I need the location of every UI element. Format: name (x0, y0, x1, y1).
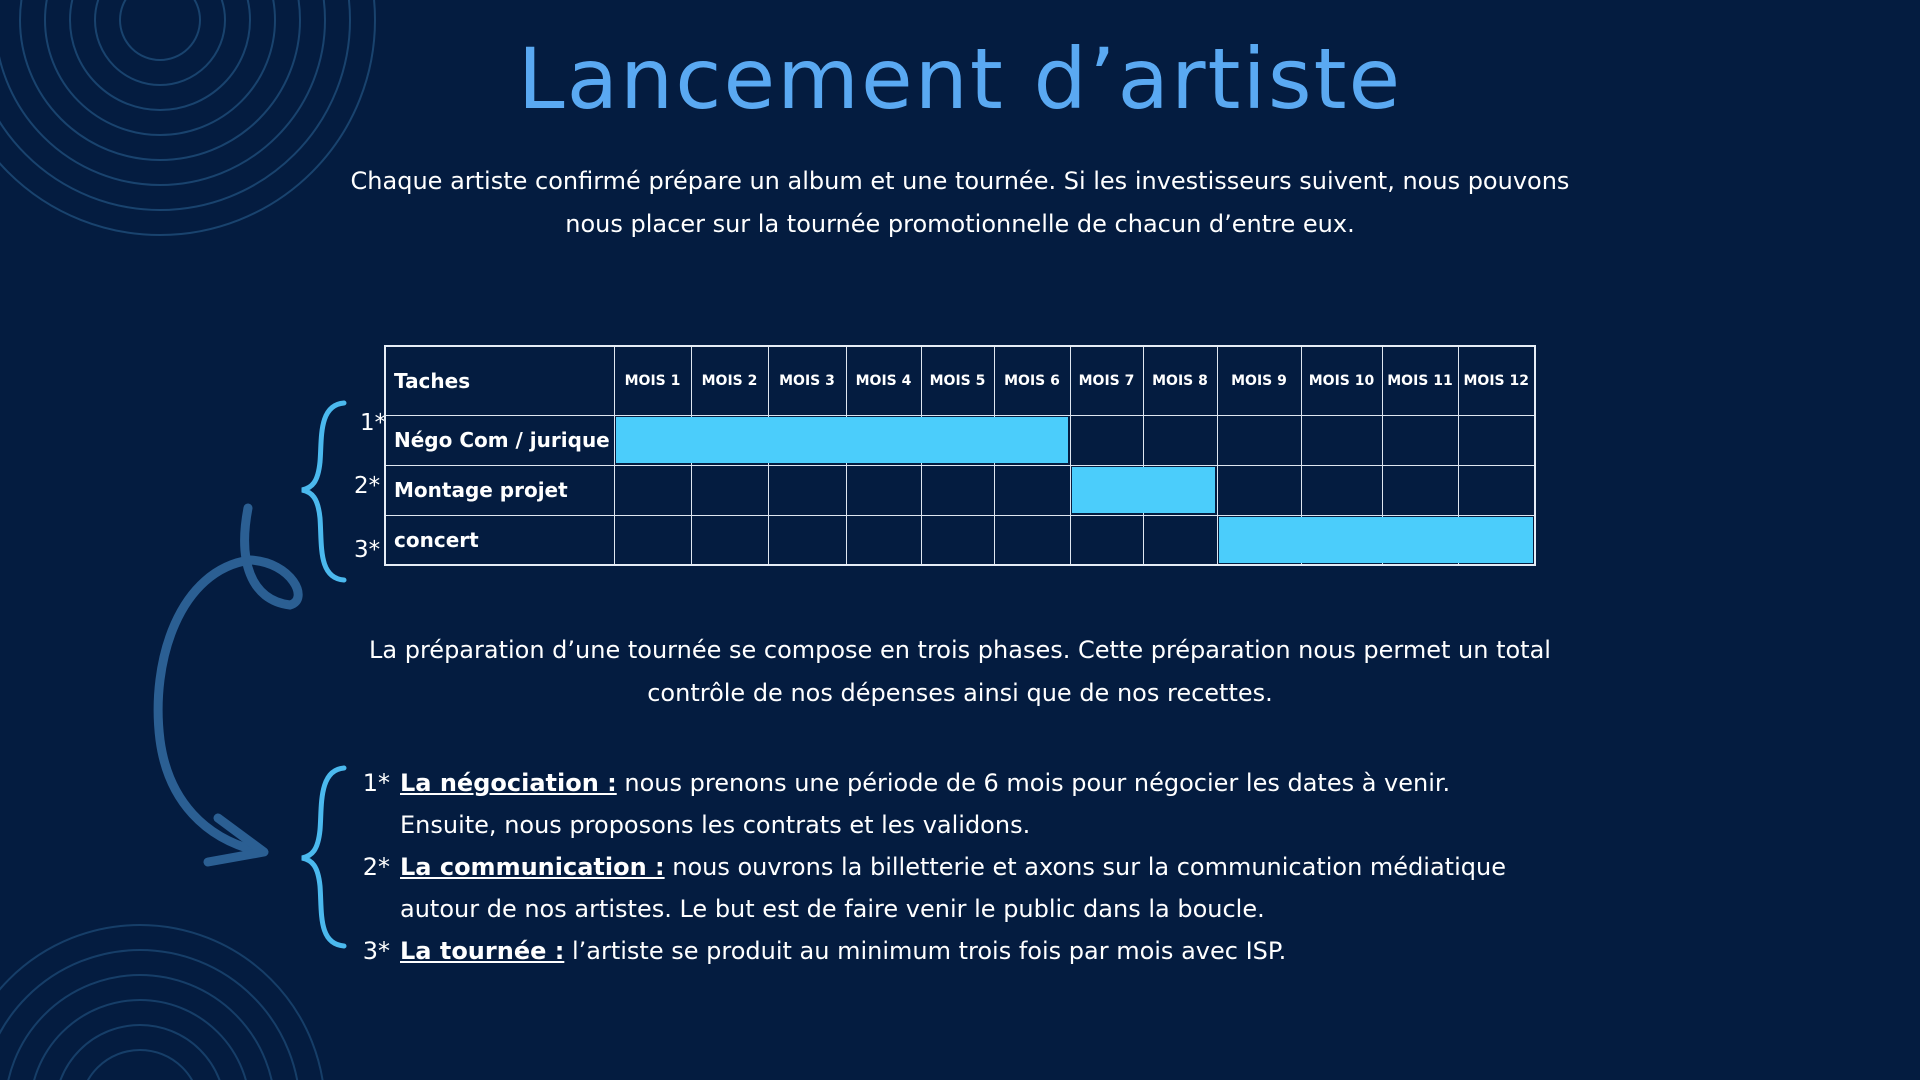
phase-label: La communication : (400, 853, 665, 881)
task-name: Négo Com / jurique (385, 415, 614, 465)
month-header: MOIS 11 (1382, 346, 1458, 415)
phase-label: La tournée : (400, 937, 565, 965)
brace-bottom-icon (302, 768, 344, 946)
month-header: MOIS 9 (1217, 346, 1301, 415)
month-header: MOIS 2 (691, 346, 768, 415)
phase-text: nous ouvrons la billetterie et axons sur la communication médiatique autour de nos artistes. Le but est de faire venir le public dans la boucle. (400, 853, 1506, 923)
month-header: MOIS 5 (921, 346, 994, 415)
gantt-chart (384, 345, 1536, 566)
phase-item (350, 762, 1550, 846)
month-header: MOIS 10 (1301, 346, 1382, 415)
phase-label: La négociation : (400, 769, 617, 797)
concentric-circles-bottom-left (0, 925, 325, 1080)
phase-list (350, 762, 1550, 972)
month-header: MOIS 1 (614, 346, 691, 415)
task-marker-1: 1* (360, 410, 387, 436)
month-header: MOIS 8 (1143, 346, 1217, 415)
phase-marker: 2* (362, 853, 390, 881)
phase-marker: 3* (362, 937, 390, 965)
intro-paragraph: Chaque artiste confirmé prépare un album et une tournée. Si les investisseurs suivent, nous pouvons nous placer sur la tournée promotionnelle de chacun d’entre eux. (350, 167, 1570, 238)
gantt-task-row (385, 465, 1535, 515)
phase-marker: 1* (362, 769, 390, 797)
month-header: MOIS 7 (1070, 346, 1143, 415)
phase-text: l’artiste se produit au minimum trois fois par mois avec ISP. (564, 937, 1287, 965)
phase-text: nous prenons une période de 6 mois pour négocier les dates à venir. Ensuite, nous proposons les contrats et les validons. (400, 769, 1451, 839)
task-name: Montage projet (385, 465, 614, 515)
curved-arrow-icon (158, 508, 298, 852)
month-header: MOIS 12 (1458, 346, 1535, 415)
task-marker-3: 3* (354, 537, 381, 563)
page-title: Lancement d’artiste (517, 30, 1403, 128)
middle-paragraph: La préparation d’une tournée se compose en trois phases. Cette préparation nous permet un total contrôle de nos dépenses ainsi que de nos recettes. (369, 636, 1551, 707)
phase-item (350, 846, 1550, 930)
month-header: MOIS 4 (846, 346, 921, 415)
task-marker-2: 2* (354, 473, 381, 499)
task-column-header: Taches (385, 346, 614, 415)
month-header: MOIS 6 (994, 346, 1070, 415)
gantt-task-row (385, 415, 1535, 465)
brace-top-icon (302, 403, 344, 580)
task-name: concert (385, 515, 614, 565)
gantt-task-row (385, 515, 1535, 565)
gantt-table (384, 345, 1536, 566)
gantt-header-row (385, 346, 1535, 415)
month-header: MOIS 3 (768, 346, 846, 415)
phase-item (350, 930, 1550, 972)
